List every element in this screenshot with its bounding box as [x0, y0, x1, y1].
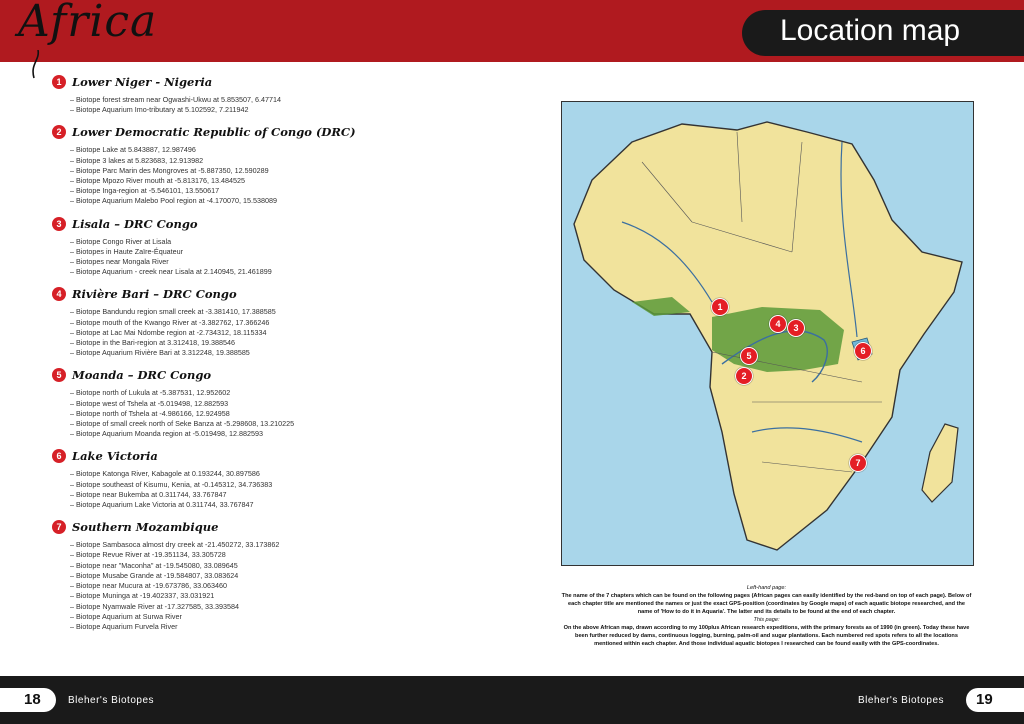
- biotope-item: – Biotope near Mucura at -19.673786, 33.063460: [70, 581, 228, 591]
- map-marker-1[interactable]: 1: [711, 298, 729, 316]
- biotope-item: – Biotopes near Mongala River: [70, 257, 169, 267]
- chapter-number-badge: 4: [52, 287, 66, 301]
- page-number-left: 18: [24, 691, 41, 708]
- map-marker-5[interactable]: 5: [740, 347, 758, 365]
- africa-map-illustration: [562, 102, 973, 565]
- page-number-right: 19: [976, 691, 993, 708]
- biotope-item: – Biotope Aquarium Malebo Pool region at -4.170070, 15.538089: [70, 196, 277, 206]
- chapter-title: Lower Democratic Republic of Congo (DRC): [72, 125, 356, 140]
- chapter-title: Lake Victoria: [72, 449, 158, 464]
- map-marker-2[interactable]: 2: [735, 367, 753, 385]
- title-flourish-icon: [26, 50, 46, 80]
- chapter-title: Rivière Bari – DRC Congo: [72, 287, 237, 302]
- biotope-item: – Biotope Nyamwale River at -17.327585, 33.393584: [70, 601, 240, 611]
- biotope-item: – Biotope Katonga River, Kabagole at 0.193244, 30.897586: [70, 469, 260, 479]
- biotope-item: – Biotope north of Tshela at -4.986166, 12.924958: [70, 408, 230, 418]
- biotope-item: – Biotope Aquarium - creek near Lisala at 2.140945, 21.461899: [70, 267, 272, 277]
- biotope-item: – Biotope Mpozo River mouth at -5.813176, 13.484525: [70, 176, 246, 186]
- chapter-section: [52, 365, 522, 439]
- biotope-item: – Biotope Lake at 5.843887, 12.987496: [70, 145, 196, 155]
- chapter-title: Lower Niger - Nigeria: [72, 75, 213, 89]
- chapter-section: [52, 122, 522, 206]
- caption-left-label: Left-hand page:: [746, 585, 787, 591]
- chapter-number-badge: 7: [52, 520, 66, 534]
- chapter-number-badge: 5: [52, 368, 66, 382]
- biotope-item: – Biotope Parc Marin des Mongroves at -5.887350, 12.590289: [70, 165, 269, 175]
- biotope-item: – Biotope Congo River at Lisala: [70, 236, 172, 246]
- biotope-item: – Biotope southeast of Kisumu, Kenia, at -0.145312, 34.736383: [70, 479, 273, 489]
- footer-title-left: Bleher's Biotopes: [68, 695, 155, 706]
- biotope-item: – Biotope Aquarium Lake Victoria at 0.311744, 33.767847: [70, 500, 254, 510]
- chapter-number-badge: 1: [52, 75, 66, 89]
- biotope-item: – Biotopes in Haute Zaïre-Équateur: [70, 246, 184, 256]
- location-map-title: Location map: [780, 14, 961, 47]
- biotope-item: – Biotope near Bukemba at 0.311744, 33.767847: [70, 489, 227, 499]
- biotope-item: – Biotope Aquarium Imo-tributary at 5.102592, 7.211942: [70, 105, 249, 115]
- footer-title-right: Bleher's Biotopes: [858, 695, 945, 706]
- chapter-section: [52, 214, 522, 278]
- caption-this-text: On the above African map, drawn according to my 100plus African research expeditions, with the primary forests as of 1990 (in green). Today these have been further reduced by dams, continuous logging, burning, palm-oil and sugar plantations. Each numbered red spots refers to all the locations mentioned within each chapter. And those individual aquatic biotopes I researched can be found easily with the GPS-coordinates.: [563, 625, 970, 647]
- chapter-title: Moanda – DRC Congo: [72, 368, 212, 383]
- map-marker-3[interactable]: 3: [787, 319, 805, 337]
- biotope-item: – Biotope mouth of the Kwango River at -3.382762, 17.366246: [70, 317, 270, 327]
- biotope-item: – Biotope north of Lukula at -5.387531, 12.952602: [70, 388, 231, 398]
- biotope-item: – Biotope Sambasoca almost dry creek at -21.450272, 33.173862: [70, 540, 280, 550]
- chapter-section: [52, 72, 522, 115]
- chapter-title: Southern Mozambique: [72, 520, 219, 535]
- madagascar-island: [922, 424, 958, 502]
- biotope-item: – Biotope Inga-region at -5.546101, 13.550617: [70, 186, 220, 196]
- biotope-item: – Biotope Aquarium Moanda region at -5.019498, 12.882593: [70, 429, 264, 439]
- caption-this-label: This page:: [753, 617, 780, 623]
- chapter-section: [52, 284, 522, 358]
- biotope-item: – Biotope near "Maconha" at -19.545080, 33.089645: [70, 560, 238, 570]
- map-marker-7[interactable]: 7: [849, 454, 867, 472]
- africa-map: [561, 101, 974, 566]
- biotope-item: – Biotope 3 lakes at 5.823683, 12.913982: [70, 155, 204, 165]
- chapter-section: [52, 446, 522, 510]
- map-marker-4[interactable]: 4: [769, 315, 787, 333]
- chapter-section: [52, 517, 522, 632]
- biotope-item: – Biotope Bandundu region small creek at -3.381410, 17.388585: [70, 307, 276, 317]
- biotope-item: – Biotope Aquarium Furvela River: [70, 621, 178, 631]
- chapter-number-badge: 6: [52, 449, 66, 463]
- biotope-item: – Biotope Musabe Grande at -19.584807, 33.083624: [70, 570, 239, 580]
- map-caption: [561, 584, 972, 648]
- biotope-item: – Biotope in the Bari-region at 3.312418, 19.388546: [70, 338, 236, 348]
- africa-title: Africa: [18, 0, 158, 47]
- chapter-number-badge: 3: [52, 217, 66, 231]
- biotope-item: – Biotope at Lac Mai Ndombe region at -2.734312, 18.115334: [70, 327, 267, 337]
- biotope-item: – Biotope of small creek north of Seke Banza at -5.298608, 13.210225: [70, 419, 295, 429]
- chapter-list: [52, 72, 522, 639]
- page-number-tab-right: [966, 688, 1024, 712]
- biotope-item: – Biotope Aquarium Rivière Bari at 3.312248, 19.388585: [70, 348, 250, 358]
- biotope-item: – Biotope Revue River at -19.351134, 33.305728: [70, 550, 226, 560]
- biotope-item: – Biotope Muninga at -19.402337, 33.031921: [70, 591, 215, 601]
- biotope-item: – Biotope west of Tshela at -5.019498, 12.882593: [70, 398, 229, 408]
- biotope-item: – Biotope Aquarium at Surwa River: [70, 611, 182, 621]
- biotope-item: – Biotope forest stream near Ogwashi-Ukwu at 5.853507, 6.47714: [70, 95, 281, 104]
- chapter-title: Lisala – DRC Congo: [72, 216, 198, 231]
- chapter-number-badge: 2: [52, 125, 66, 139]
- caption-left-text: The name of the 7 chapters which can be found on the following pages (African pages can easily identified by the red-band on top of each page). Below of each chapter title are mentioned the names or just the exact GPS-position (coordinates by Google maps) of each aquatic biotope researched, and the name of 'How to do it in Aquaria'. The latter and its details to be found at the end of each chapter.: [561, 593, 972, 615]
- map-marker-6[interactable]: 6: [854, 342, 872, 360]
